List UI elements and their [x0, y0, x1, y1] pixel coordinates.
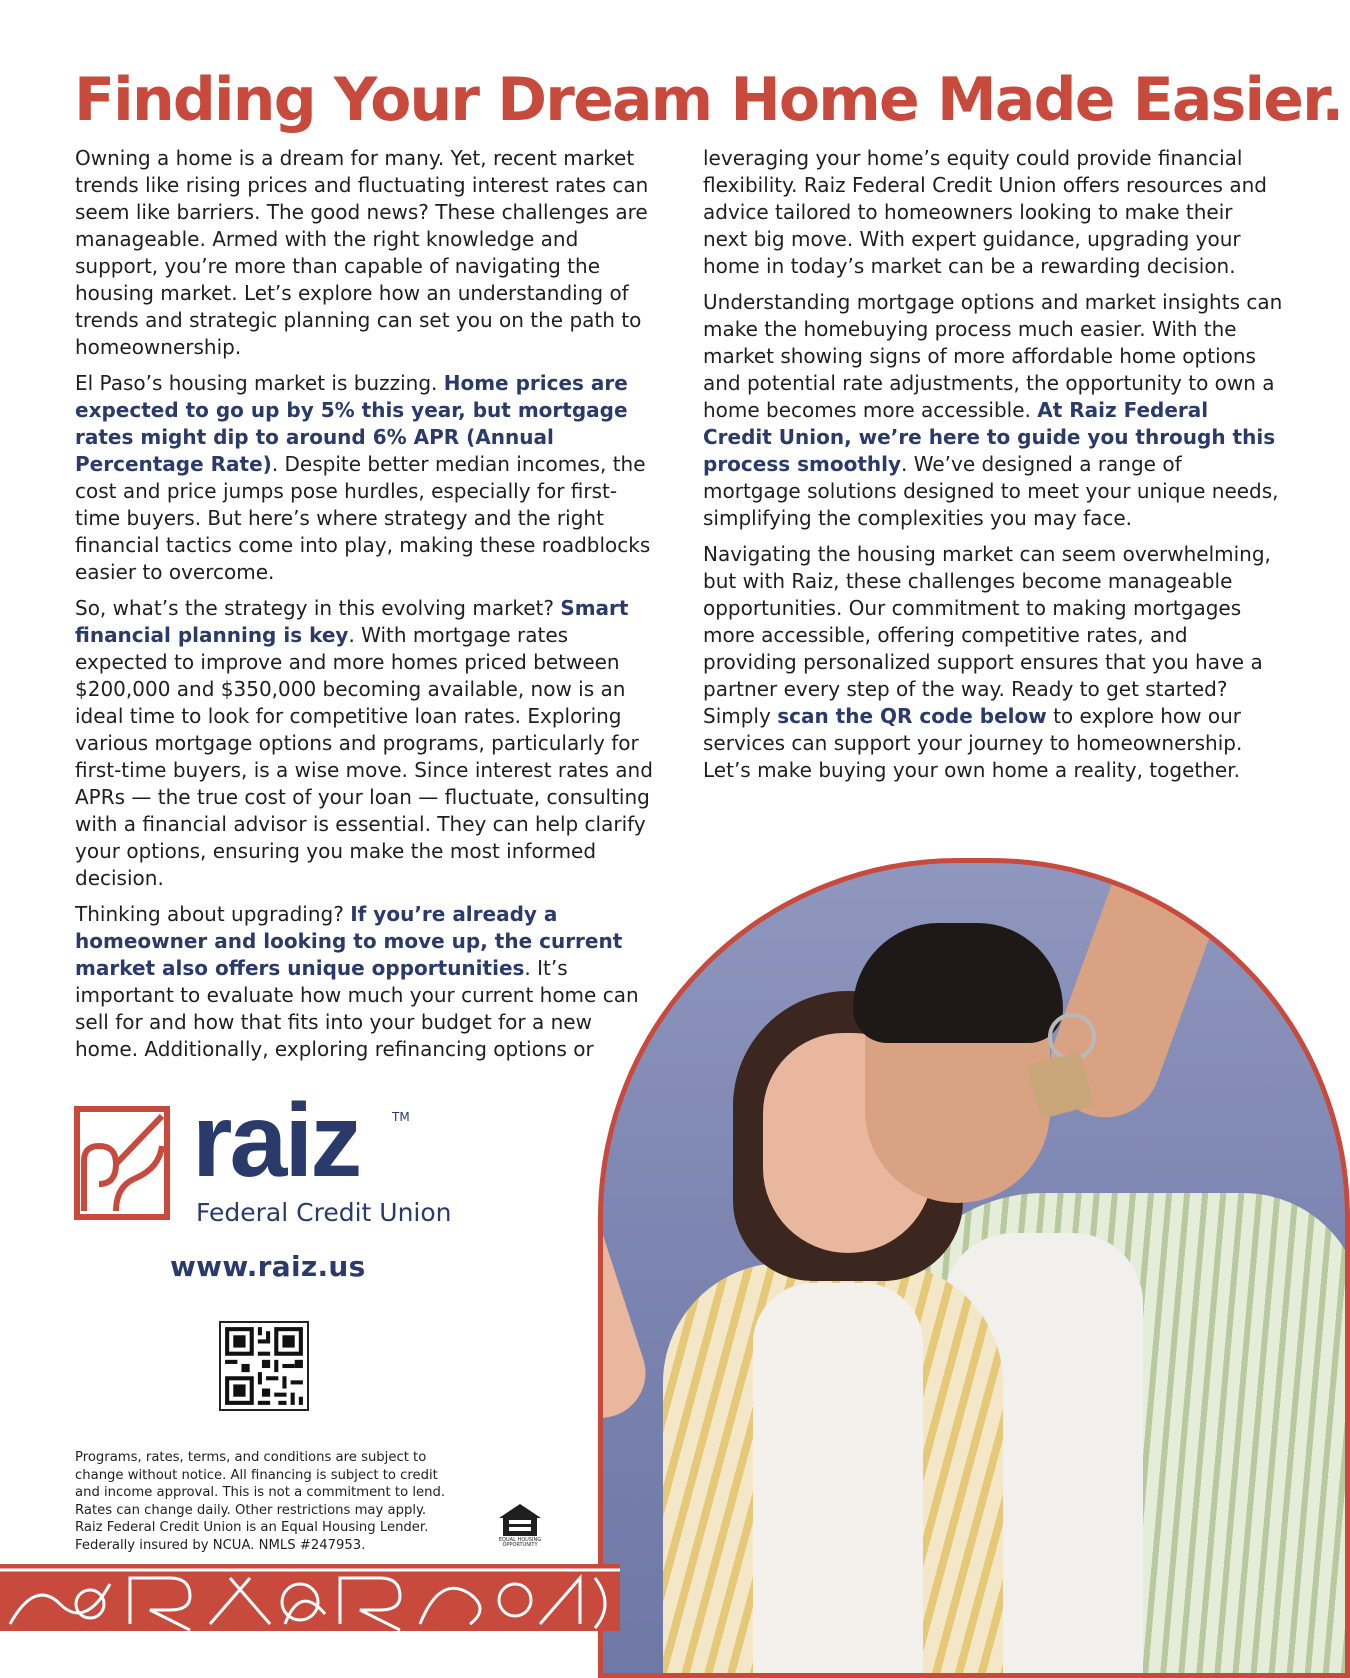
paragraph: So, what’s the strategy in this evolving market? Smart financial planning is key. With mortgage rates expected to improve and more homes priced between $200,000 and $350,000 becoming available, now is an ideal time to look for competitive loan rates. Exploring various mortgage options and programs, particularly for first-time buyers, is a wise move. Since interest rates and APRs — the true cost of your loan — fluctuate, consulting with a financial advisor is essential. They can help clarify your options, ensuring you make the most informed decision.: [75, 596, 653, 890]
highlight-text: If you’re already a homeowner and looking to move up, the current market also offers unique opportunities: [75, 902, 623, 980]
article-column-right: [703, 145, 1283, 793]
page-title: Finding Your Dream Home Made Easier.: [74, 65, 1343, 135]
paragraph: Understanding mortgage options and market insights can make the homebuying process much easier. With the market showing signs of more affordable home options and potential rate adjustments, the opportunity to own a home becomes more accessible. At Raiz Federal Credit Union, we’re here to guide you through this process smoothly. We’ve designed a range of mortgage solutions designed to meet your unique needs, simplifying the complexities you may face.: [703, 290, 1283, 530]
paragraph: Owning a home is a dream for many. Yet, recent market trends like rising prices and fluctuating interest rates can seem like barriers. The good news? These challenges are manageable. Armed with the right knowledge and support, you’re more than capable of navigating the housing market. Let’s explore how an understanding of trends and strategic planning can set you on the path to homeownership.: [75, 146, 649, 359]
highlight-text: Smart financial planning is key: [75, 596, 629, 647]
legal-disclaimer: Programs, rates, terms, and conditions are subject to change without notice. All financing is subject to credit and income approval. This is not a commitment to lend. Rates can change daily. Other restrictions may apply. Raiz Federal Credit Union is an Equal Housing Lender. Federally insured by NCUA. NMLS #247953.: [75, 1450, 446, 1553]
logo-wordmark: raiz: [192, 1083, 360, 1199]
couple-photo: [598, 858, 1350, 1678]
logo-subtitle: Federal Credit Union: [196, 1198, 452, 1227]
raiz-logo[interactable]: [74, 1083, 474, 1227]
paragraph: Navigating the housing market can seem overwhelming, but with Raiz, these challenges become manageable opportunities. Our commitment to making mortgages more accessible, offering competitive rates, and providing personalized support ensures that you have a partner every step of the way. Ready to get started? Simply scan the QR code below to explore how our services can support your journey to homeownership. Let’s make buying your own home a reality, together.: [703, 542, 1271, 782]
trademark: TM: [392, 1110, 410, 1124]
qr-code-icon: [221, 1323, 307, 1409]
equal-housing-label: EQUAL HOUSING OPPORTUNITY: [498, 1537, 542, 1548]
qr-callout-text: scan the QR code below: [777, 704, 1047, 728]
website-link[interactable]: www.raiz.us: [170, 1250, 366, 1283]
highlight-text: At Raiz Federal Credit Union, we’re here to guide you through this process smoothly: [703, 398, 1276, 476]
highlight-text: Home prices are expected to go up by 5% this year, but mortgage rates might dip to around 6% APR (Annual Percentage Rate): [75, 371, 628, 476]
decorative-pattern-band: [0, 1564, 620, 1631]
article-column-left: [75, 145, 655, 1072]
qr-code[interactable]: [219, 1321, 309, 1411]
paragraph: El Paso’s housing market is buzzing. Home prices are expected to go up by 5% this year, but mortgage rates might dip to around 6% APR (Annual Percentage Rate). Despite better median incomes, the cost and price jumps pose hurdles, especially for first-time buyers. But here’s where strategy and the right financial tactics come into play, making these roadblocks easier to overcome.: [75, 371, 651, 584]
paragraph: Thinking about upgrading? If you’re already a homeowner and looking to move up, the current market also offers unique opportunities. It’s important to evaluate how much your current home can sell for and how that fits into your budget for a new home. Additionally, exploring refinancing options or: [75, 902, 639, 1061]
waving-hand: [598, 1116, 657, 1429]
raiz-logo-mark-icon: [74, 1106, 170, 1220]
paragraph: leveraging your home’s equity could provide financial flexibility. Raiz Federal Credit Union offers resources and advice tailored to homeowners looking to make their next big move. With expert guidance, upgrading your home in today’s market can be a rewarding decision.: [703, 146, 1267, 278]
